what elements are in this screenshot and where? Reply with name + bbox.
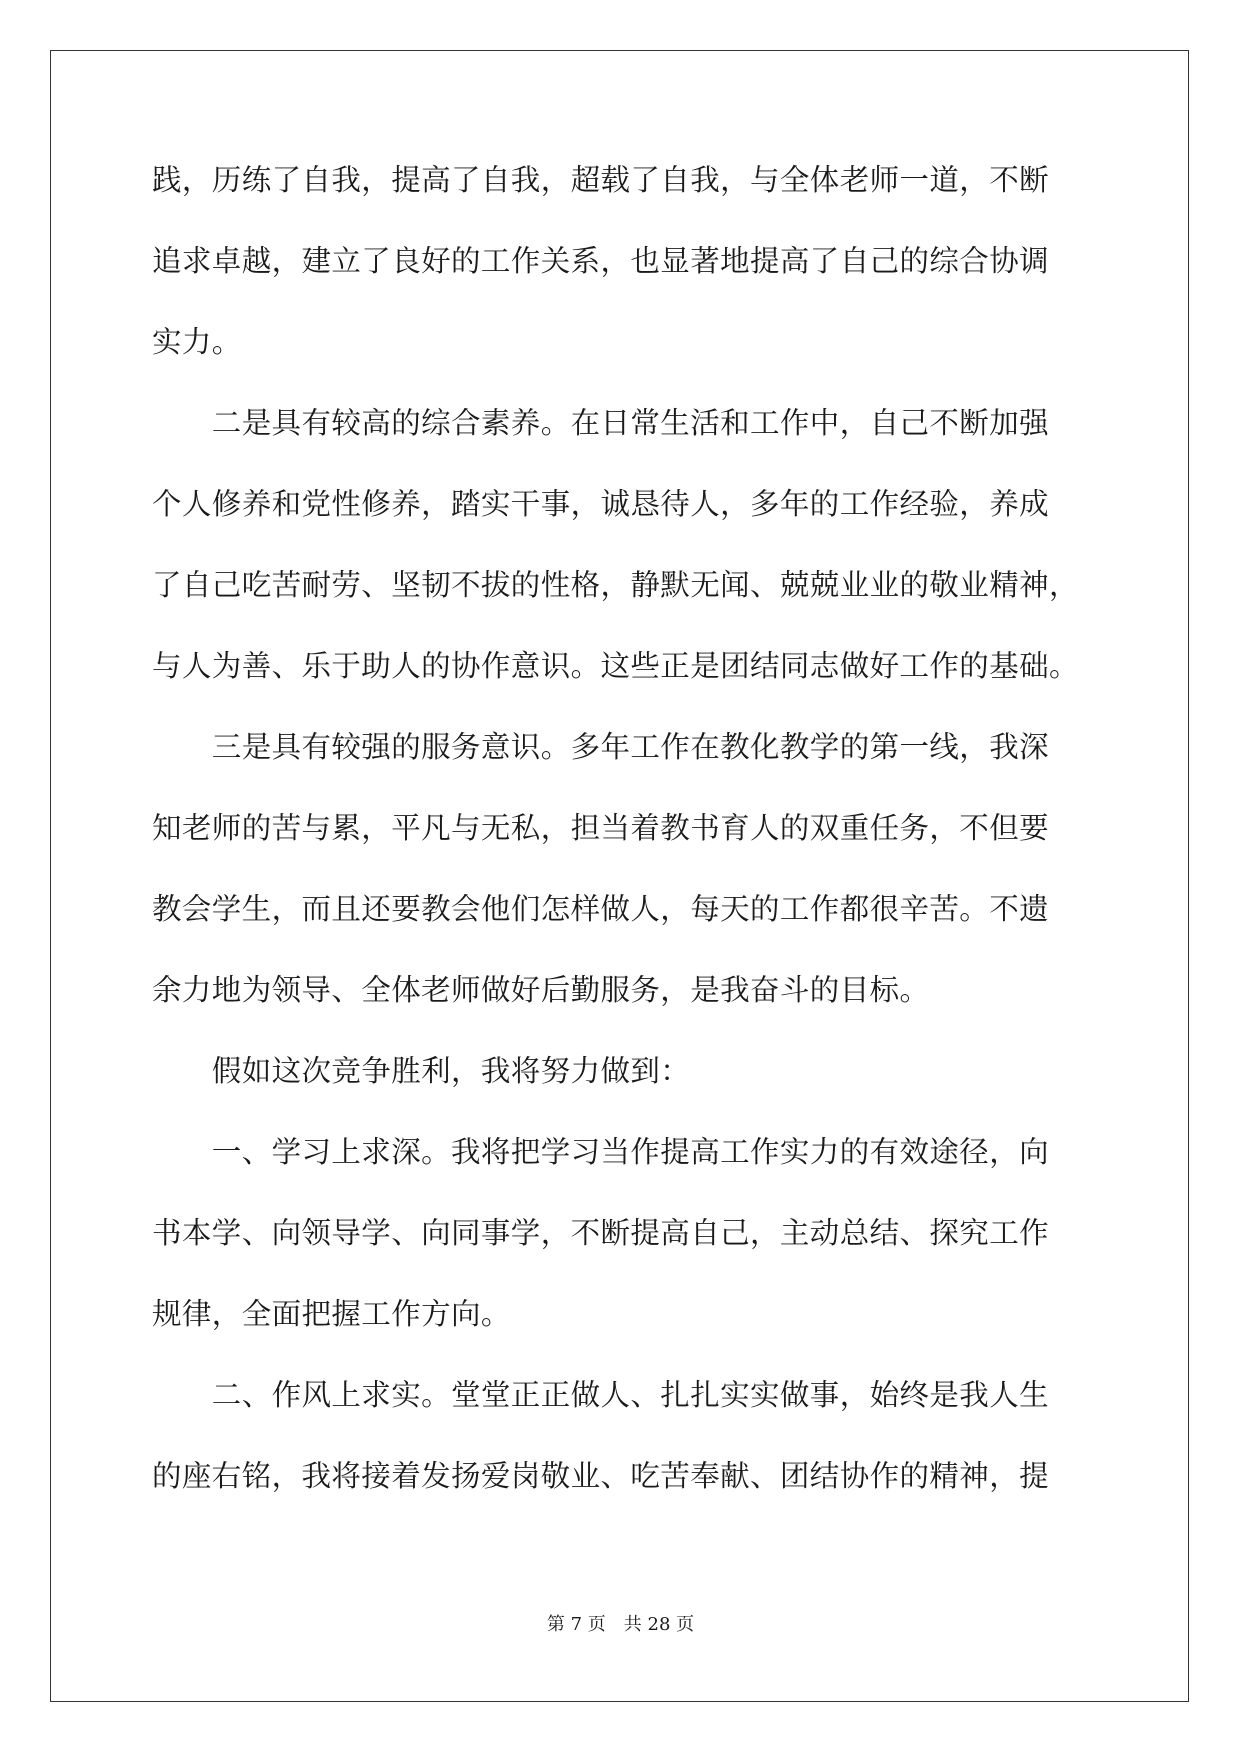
text-line: 书本学、向领导学、向同事学，不断提高自己，主动总结、探究工作 [152,1216,1050,1250]
text-line: 的座右铭，我将接着发扬爱岗敬业、吃苦奉献、团结协作的精神，提 [152,1459,1050,1493]
text-line: 知老师的苦与累，平凡与无私，担当着教书育人的双重任务，不但要 [152,811,1050,845]
text-line: 假如这次竞争胜利，我将努力做到： [152,1054,691,1088]
text-line: 余力地为领导、全体老师做好后勤服务，是我奋斗的目标。 [152,973,930,1007]
text-line: 二是具有较高的综合素养。在日常生活和工作中，自己不断加强 [152,406,1050,440]
text-line: 了自己吃苦耐劳、坚韧不拔的性格，静默无闻、兢兢业业的敬业精神， [152,568,1079,602]
text-line: 实力。 [152,325,242,359]
page-border [50,50,1189,1702]
text-line: 追求卓越，建立了良好的工作关系，也显著地提高了自己的综合协调 [152,244,1050,278]
text-line: 规律，全面把握工作方向。 [152,1297,511,1331]
text-line: 二、作风上求实。堂堂正正做人、扎扎实实做事，始终是我人生 [152,1378,1050,1412]
page-number-footer: 第 7 页 共 28 页 [546,1614,695,1635]
text-line: 三是具有较强的服务意识。多年工作在教化教学的第一线，我深 [152,730,1050,764]
text-line: 教会学生，而且还要教会他们怎样做人，每天的工作都很辛苦。不遗 [152,892,1050,926]
text-line: 践，历练了自我，提高了自我，超载了自我，与全体老师一道，不断 [152,163,1050,197]
text-line: 与人为善、乐于助人的协作意识。这些正是团结同志做好工作的基础。 [152,649,1079,683]
text-line: 个人修养和党性修养，踏实干事，诚恳待人，多年的工作经验，养成 [152,487,1050,521]
text-line: 一、学习上求深。我将把学习当作提高工作实力的有效途径，向 [152,1135,1050,1169]
